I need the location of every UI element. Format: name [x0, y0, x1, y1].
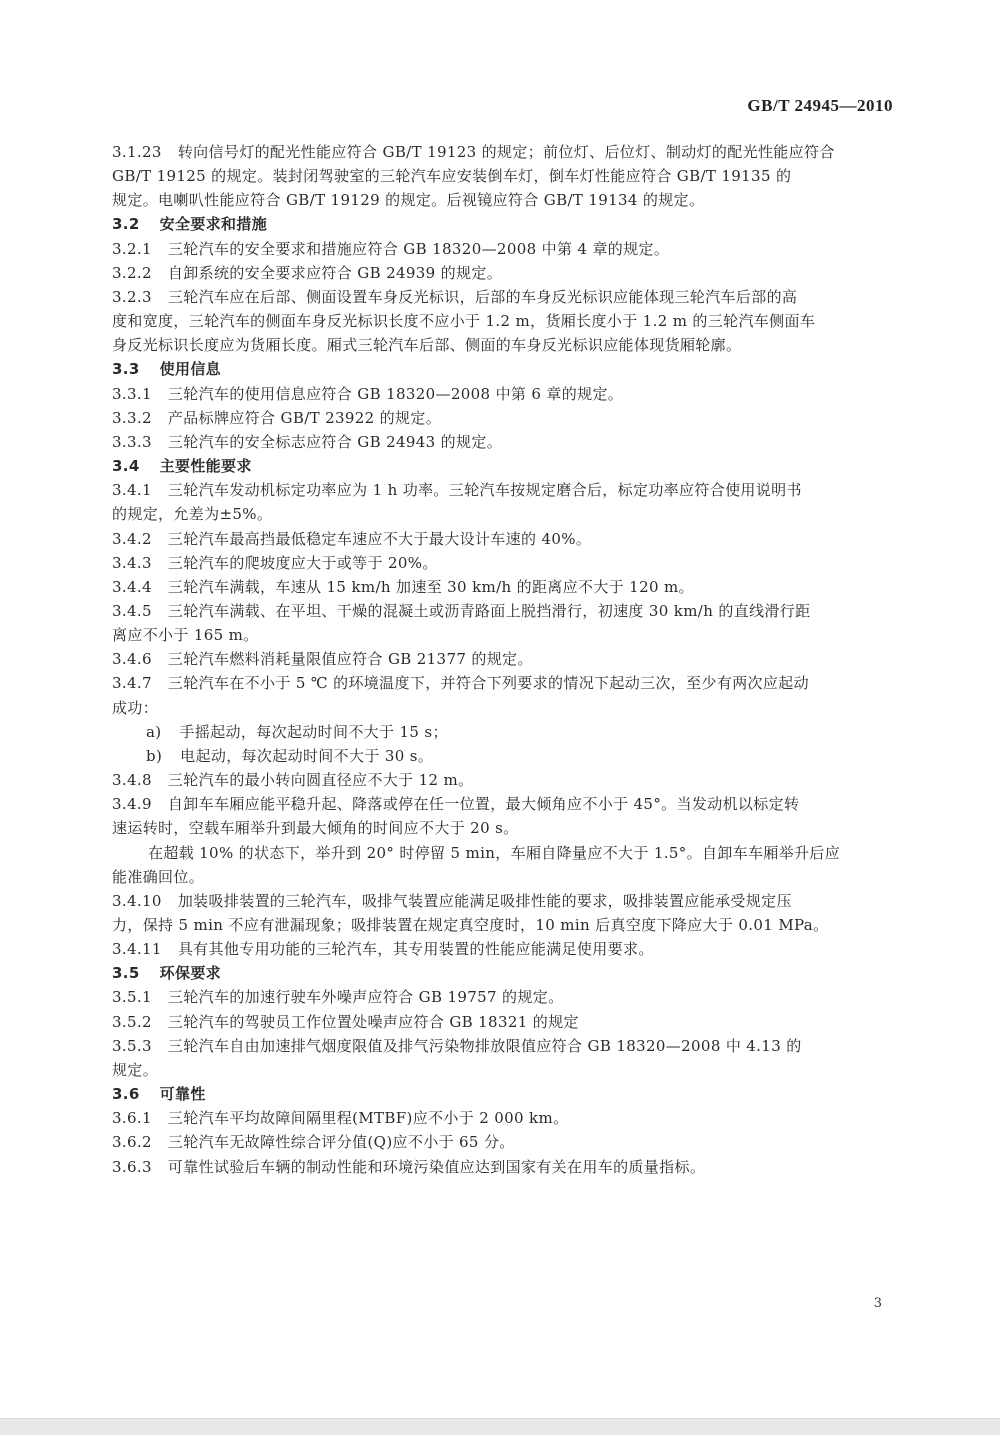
- line-text: 自卸系统的安全要求应符合 GB 24939 的规定。: [167, 263, 503, 282]
- clause-number: 3.6: [112, 1085, 140, 1104]
- paragraph-line: [112, 889, 896, 913]
- line-text: 三轮汽车燃料消耗量限值应符合 GB 21377 的规定。: [167, 650, 533, 669]
- line-text: 三轮汽车的安全标志应符合 GB 24943 的规定。: [167, 432, 503, 451]
- line-text: 规定。电喇叭性能应符合 GB/T 19129 的规定。后视镜应符合 GB/T 19134 的规定。: [112, 191, 705, 210]
- line-text: 三轮汽车应在后部、侧面设置车身反光标识，后部的车身反光标识应能体现三轮汽车后部的高: [167, 287, 798, 306]
- clause-number: 3.4.3: [112, 553, 152, 572]
- clause-number: 3.5.1: [112, 988, 152, 1007]
- line-text: 环保要求: [159, 964, 222, 983]
- clause-number: 3.5.2: [112, 1012, 152, 1031]
- line-text: 三轮汽车平均故障间隔里程(MTBF)应不小于 2 000 km。: [167, 1109, 569, 1128]
- paragraph-line: [112, 599, 896, 623]
- clause-number: 3.4.8: [112, 771, 152, 790]
- line-text: GB/T 19125 的规定。装封闭驾驶室的三轮汽车应安装倒车灯，倒车灯性能应符合 GB/T 19135 的: [112, 167, 792, 186]
- paragraph-line: [112, 937, 896, 961]
- paragraph-line: [112, 792, 896, 816]
- section-heading: [112, 1082, 896, 1106]
- clause-number: 3.1.23: [112, 143, 162, 161]
- list-item: [112, 720, 896, 744]
- page-number: 3: [873, 1296, 882, 1311]
- clause-number: 3.4.7: [112, 674, 152, 693]
- paragraph-line: [112, 1130, 896, 1154]
- line-text: 三轮汽车的安全要求和措施应符合 GB 18320—2008 中第 4 章的规定。: [167, 239, 670, 258]
- paragraph-line: [112, 647, 896, 671]
- paragraph-line: [112, 816, 896, 840]
- clause-number: 3.3.3: [112, 432, 152, 451]
- line-text: 力，保持 5 min 不应有泄漏现象；吸排装置在规定真空度时，10 min 后真空度下降应大于 0.01 MPa。: [112, 916, 829, 934]
- clause-number: 3.3.1: [112, 384, 152, 403]
- paragraph-line: [112, 237, 896, 261]
- line-text: 三轮汽车的爬坡度应大于或等于 20%。: [167, 553, 438, 572]
- line-text: 使用信息: [159, 360, 222, 379]
- clause-number: 3.6.1: [112, 1109, 152, 1128]
- paragraph-line: [112, 285, 896, 309]
- line-text: 安全要求和措施: [159, 215, 268, 234]
- paragraph-line: [112, 768, 896, 792]
- line-text: 在超载 10% 的状态下，举升到 20° 时停留 5 min，车厢自降量应不大于 1.5°。自卸车车厢举升后应: [148, 843, 841, 862]
- line-text: 三轮汽车最高挡最低稳定车速应不大于最大设计车速的 40%。: [167, 529, 592, 548]
- viewer-bottom-bar: [0, 1418, 1000, 1435]
- paragraph-line: [112, 1155, 896, 1179]
- clause-number: 3.4.6: [112, 650, 152, 669]
- paragraph-line: [112, 913, 896, 937]
- paragraph-line: [112, 261, 896, 285]
- clause-number: 3.3: [112, 360, 140, 379]
- paragraph-line: [112, 527, 896, 551]
- paragraph-line: [112, 478, 896, 502]
- list-marker: b): [146, 746, 163, 765]
- paragraph-line: [112, 309, 896, 333]
- paragraph-line: [112, 623, 896, 647]
- clause-number: 3.2: [112, 215, 140, 234]
- line-text: 产品标牌应符合 GB/T 23922 的规定。: [167, 408, 442, 427]
- line-text: 规定。: [112, 1060, 159, 1079]
- line-text: 三轮汽车无故障性综合评分值(Q)应不小于 65 分。: [167, 1133, 515, 1152]
- clause-number: 3.4.9: [112, 795, 152, 814]
- paragraph-line: [112, 1034, 896, 1058]
- line-text: 三轮汽车自由加速排气烟度限值及排气污染物排放限值应符合 GB 18320—2008 中 4.13 的: [167, 1036, 802, 1055]
- paragraph-line: [112, 575, 896, 599]
- standard-code: GB/T 24945—2010: [747, 96, 893, 115]
- paragraph-line: [112, 1058, 896, 1082]
- line-text: 三轮汽车的最小转向圆直径应不大于 12 m。: [167, 771, 474, 790]
- line-text: 能准确回位。: [112, 867, 205, 886]
- document-body: [112, 140, 896, 1179]
- clause-number: 3.5.3: [112, 1036, 152, 1055]
- paragraph-line: [112, 188, 896, 212]
- line-text: 三轮汽车在不小于 5 ℃ 的环境温度下，并符合下列要求的情况下起动三次，至少有两次应起动: [167, 674, 809, 693]
- paragraph-line: [112, 382, 896, 406]
- paragraph-line: [112, 551, 896, 575]
- line-text: 身反光标识长度应为货厢长度。厢式三轮汽车后部、侧面的车身反光标识应能体现货厢轮廓。: [112, 336, 742, 355]
- line-text: 可靠性: [159, 1085, 206, 1104]
- line-text: 自卸车车厢应能平稳升起、降落或停在任一位置，最大倾角应不小于 45°。当发动机以标定转: [167, 795, 800, 814]
- line-text: 转向信号灯的配光性能应符合 GB/T 19123 的规定；前位灯、后位灯、制动灯的配光性能应符合: [177, 143, 835, 161]
- clause-number: 3.2.1: [112, 239, 152, 258]
- paragraph-line: [112, 333, 896, 357]
- line-text: 三轮汽车满载，车速从 15 km/h 加速至 30 km/h 的距离应不大于 120 m。: [167, 577, 694, 596]
- clause-number: 3.4.4: [112, 577, 152, 596]
- clause-number: 3.4: [112, 457, 140, 476]
- line-text: 三轮汽车的加速行驶车外噪声应符合 GB 19757 的规定。: [167, 988, 564, 1007]
- clause-number: 3.2.3: [112, 287, 152, 306]
- list-marker: a): [146, 722, 162, 741]
- paragraph-line: [112, 696, 896, 720]
- clause-number: 3.4.2: [112, 529, 152, 548]
- list-item: [112, 744, 896, 768]
- line-text: 三轮汽车满载、在平坦、干燥的混凝土或沥青路面上脱挡滑行，初速度 30 km/h 的直线滑行距: [167, 601, 811, 620]
- line-text: 三轮汽车的驾驶员工作位置处噪声应符合 GB 18321 的规定: [167, 1012, 579, 1031]
- clause-number: 3.6.3: [112, 1157, 152, 1176]
- line-text: 三轮汽车的使用信息应符合 GB 18320—2008 中第 6 章的规定。: [167, 384, 624, 403]
- paragraph-line: [112, 671, 896, 695]
- clause-number: 3.2.2: [112, 263, 152, 282]
- section-heading: [112, 961, 896, 985]
- paragraph-line: [112, 841, 896, 865]
- line-text: 速运转时，空载车厢举升到最大倾角的时间应不大于 20 s。: [112, 819, 519, 838]
- paragraph-line: [112, 406, 896, 430]
- paragraph-line: [112, 140, 896, 164]
- line-text: 成功：: [112, 698, 159, 717]
- line-text: 的规定，允差为±5%。: [112, 505, 273, 524]
- paragraph-line: [112, 164, 896, 188]
- section-heading: [112, 454, 896, 478]
- section-heading: [112, 357, 896, 381]
- clause-number: 3.4.11: [112, 940, 162, 959]
- paragraph-line: [112, 502, 896, 526]
- line-text: 三轮汽车发动机标定功率应为 1 h 功率。三轮汽车按规定磨合后，标定功率应符合使用说明书: [167, 481, 802, 500]
- line-text: 度和宽度，三轮汽车的侧面车身反光标识长度不应小于 1.2 m，货厢长度小于 1.2 m 的三轮汽车侧面车: [112, 312, 816, 331]
- line-text: 加装吸排装置的三轮汽车，吸排气装置应能满足吸排性能的要求，吸排装置应能承受规定压: [177, 891, 792, 910]
- paragraph-line: [112, 985, 896, 1009]
- clause-number: 3.5: [112, 964, 140, 983]
- line-text: 可靠性试验后车辆的制动性能和环境污染值应达到国家有关在用车的质量指标。: [167, 1157, 706, 1176]
- line-text: 具有其他专用功能的三轮汽车，其专用装置的性能应能满足使用要求。: [177, 940, 654, 959]
- paragraph-line: [112, 430, 896, 454]
- clause-number: 3.4.1: [112, 481, 152, 500]
- clause-number: 3.6.2: [112, 1133, 152, 1152]
- clause-number: 3.3.2: [112, 408, 152, 427]
- line-text: 主要性能要求: [159, 457, 252, 476]
- line-text: 离应不小于 165 m。: [112, 626, 259, 645]
- line-text: 电起动，每次起动时间不大于 30 s。: [180, 746, 434, 765]
- clause-number: 3.4.5: [112, 601, 152, 620]
- paragraph-line: [112, 1010, 896, 1034]
- section-heading: [112, 212, 896, 236]
- line-text: 手摇起动，每次起动时间不大于 15 s；: [179, 722, 448, 741]
- paragraph-line: [112, 1106, 896, 1130]
- clause-number: 3.4.10: [112, 891, 162, 910]
- paragraph-line: [112, 865, 896, 889]
